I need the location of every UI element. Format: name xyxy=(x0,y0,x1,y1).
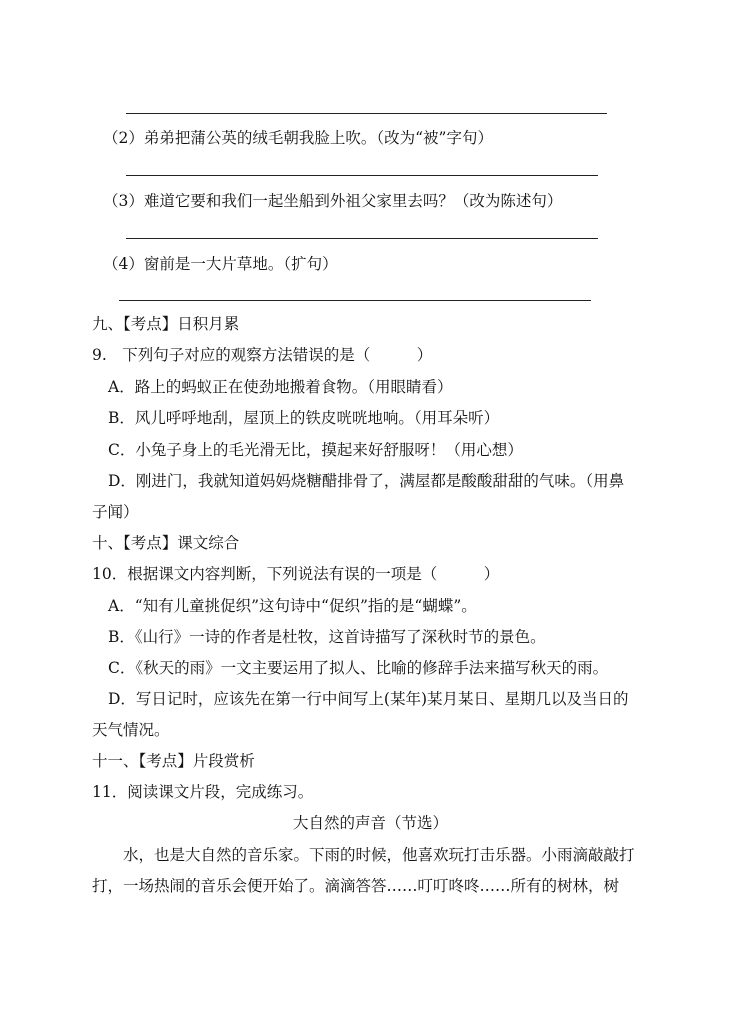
question-9: 9. 下列句子对应的观察方法错误的是（ ） xyxy=(92,346,433,364)
question-11: 11．阅读课文片段，完成练习。 xyxy=(92,783,314,801)
answer-line xyxy=(126,238,598,239)
option-10c: C．《秋天的雨》一文主要运用了拟人、比喻的修辞手法来描写秋天的雨。 xyxy=(108,659,609,677)
answer-line xyxy=(119,300,591,301)
option-9d: D．刚进门，我就知道妈妈烧糖醋排骨了，满屋都是酸酸甜甜的气味。（用鼻 xyxy=(108,472,625,490)
section-10-heading: 十、【考点】课文综合 xyxy=(92,534,240,552)
rewrite-item-4: （4）窗前是一大片草地。（扩句） xyxy=(103,255,338,273)
passage-line-2: 打，一场热闹的音乐会便开始了。滴滴答答……叮叮咚咚……所有的树林，树 xyxy=(92,877,620,895)
option-9d-continued: 子闻） xyxy=(92,503,139,521)
section-9-heading: 九、【考点】日积月累 xyxy=(92,315,240,333)
question-10: 10．根据课文内容判断，下列说法有误的一项是（ ） xyxy=(92,565,500,583)
answer-line xyxy=(126,175,598,176)
section-11-heading: 十一、【考点】片段赏析 xyxy=(92,752,255,770)
option-9b: B．风儿呼呼地刮，屋顶上的铁皮咣咣地响。（用耳朵听） xyxy=(108,409,500,427)
passage-title: 大自然的声音（节选） xyxy=(292,814,448,832)
option-9c: C．小兔子身上的毛光滑无比，摸起来好舒服呀！（用心想） xyxy=(108,441,523,459)
option-10a: A．“知有儿童挑促织”这句诗中“促织”指的是“蝴蝶”。 xyxy=(108,597,477,615)
passage-line-1: 水，也是大自然的音乐家。下雨的时候，他喜欢玩打击乐器。小雨滴敲敲打 xyxy=(92,846,635,864)
rewrite-item-2: （2）弟弟把蒲公英的绒毛朝我脸上吹。（改为“被”字句） xyxy=(103,129,493,147)
rewrite-item-3: （3）难道它要和我们一起坐船到外祖父家里去吗？（改为陈述句） xyxy=(103,192,563,210)
option-10b: B．《山行》一诗的作者是杜牧，这首诗描写了深秋时节的景色。 xyxy=(108,628,546,646)
option-10d-continued: 天气情况。 xyxy=(92,721,170,739)
option-9a: A．路上的蚂蚁正在使劲地搬着食物。（用眼睛看） xyxy=(108,378,453,396)
answer-line xyxy=(126,113,607,114)
option-10d: D．写日记时，应该先在第一行中间写上(某年)某月某日、星期几以及当日的 xyxy=(108,690,629,708)
